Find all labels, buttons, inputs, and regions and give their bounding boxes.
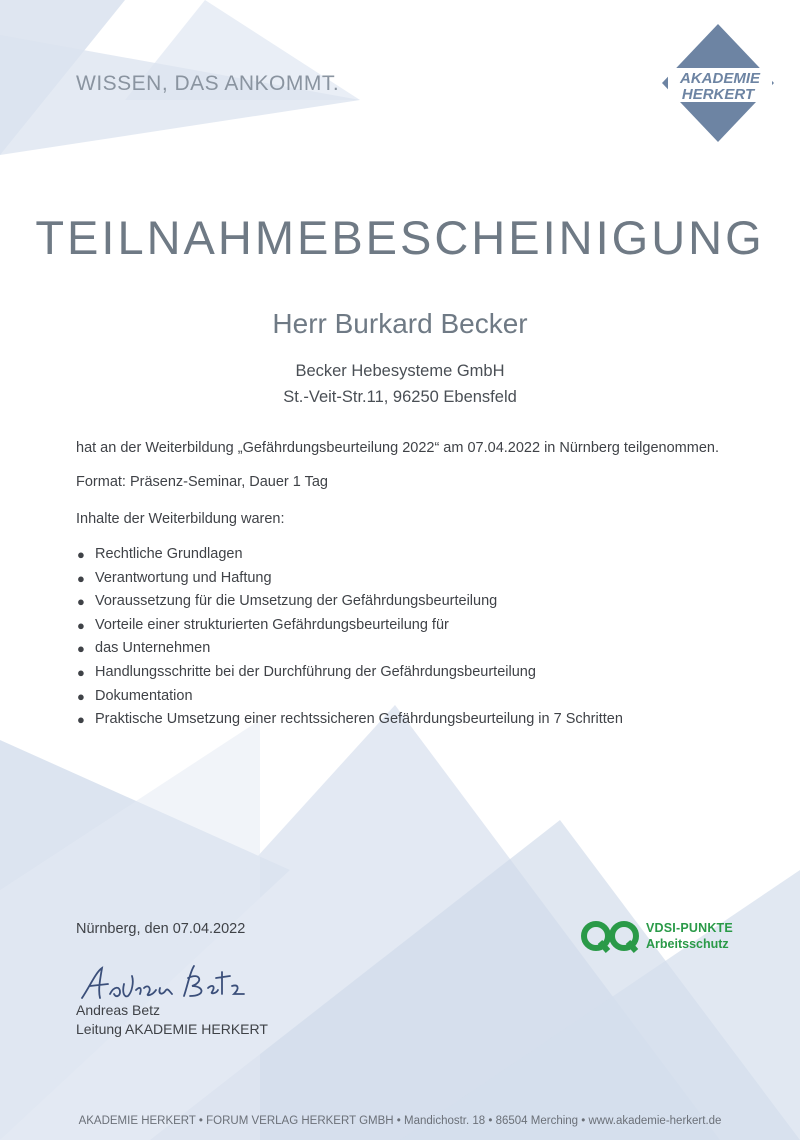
topics-list <box>76 543 623 732</box>
topic-label: Rechtliche Grundlagen <box>95 546 243 562</box>
bullet-icon: ● <box>77 617 85 633</box>
company-name: Becker Hebesysteme GmbH <box>295 362 505 380</box>
list-item <box>76 685 623 709</box>
bullet-icon: ● <box>77 570 85 586</box>
certificate-title: TEILNAHMEBESCHEINIGUNG <box>35 211 765 264</box>
akademie-herkert-logo <box>662 24 774 142</box>
place-and-date: Nürnberg, den 07.04.2022 <box>76 921 246 937</box>
participant-name: Herr Burkard Becker <box>272 308 528 339</box>
list-item <box>76 637 623 661</box>
list-item <box>76 590 623 614</box>
topic-label: Verantwortung und Haftung <box>95 569 272 586</box>
list-item <box>76 661 623 685</box>
vdsi-qq-icon <box>580 920 642 954</box>
vdsi-points-badge <box>580 918 740 958</box>
vdsi-points-label: VDSI-PUNKTE <box>646 921 733 935</box>
tagline: WISSEN, DAS ANKOMMT. <box>76 72 340 95</box>
bullet-icon: ● <box>77 594 85 610</box>
bullet-icon: ● <box>77 641 85 657</box>
vdsi-category-label: Arbeitsschutz <box>646 937 729 951</box>
topic-label: Voraussetzung für die Umsetzung der Gefährdungsbeurteilung <box>95 593 498 610</box>
topic-label: das Unternehmen <box>95 640 211 657</box>
signer-name: Andreas Betz <box>76 1002 161 1018</box>
bullet-icon: ● <box>77 547 85 562</box>
topic-label: Dokumentation <box>95 687 193 704</box>
footer-imprint: AKADEMIE HERKERT • FORUM VERLAG HERKERT GMBH • Mandichostr. 18 • 86504 Merching • www.akademie-herkert.de <box>78 1115 722 1127</box>
bullet-icon: ● <box>77 664 85 680</box>
list-item <box>76 708 623 732</box>
list-item <box>76 614 623 638</box>
course-format: Format: Präsenz-Seminar, Dauer 1 Tag <box>76 474 328 490</box>
topic-label: Handlungsschritte bei der Durchführung der Gefährdungsbeurteilung <box>95 663 536 680</box>
participation-statement: hat an der Weiterbildung „Gefährdungsbeurteilung 2022“ am 07.04.2022 in Nürnberg teilgenommen. <box>76 440 719 456</box>
list-item <box>76 543 623 567</box>
handwritten-signature <box>76 958 251 1006</box>
company-address: St.-Veit-Str.11, 96250 Ebensfeld <box>283 388 517 406</box>
topic-label: Praktische Umsetzung einer rechtssicheren Gefährdungsbeurteilung in 7 Schritten <box>95 711 623 728</box>
topic-label: Vorteile einer strukturierten Gefährdungsbeurteilung für <box>95 616 449 633</box>
signer-role: Leitung AKADEMIE HERKERT <box>76 1021 268 1037</box>
list-item <box>76 567 623 591</box>
svg-text:AKADEMIE: AKADEMIE <box>679 70 761 87</box>
bullet-icon: ● <box>77 712 85 728</box>
contents-heading: Inhalte der Weiterbildung waren: <box>76 511 285 527</box>
bullet-icon: ● <box>77 688 85 704</box>
svg-text:HERKERT: HERKERT <box>681 86 755 103</box>
